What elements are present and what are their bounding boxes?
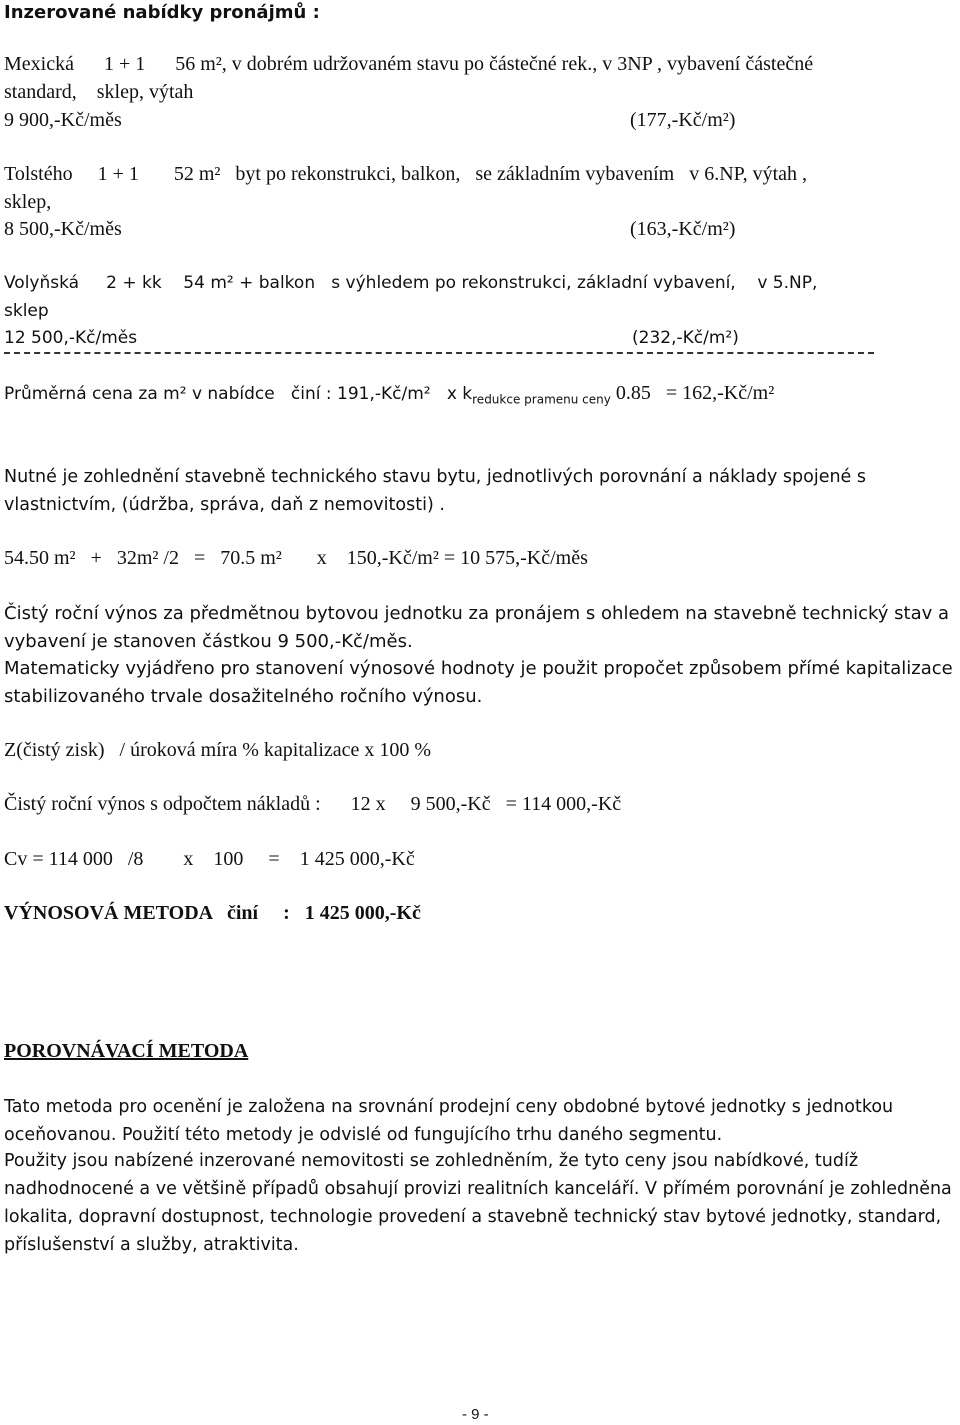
offer-1-price-per-m2: (177,-Kč/m²)	[630, 109, 736, 131]
comparison-paragraph-1: Tato metoda pro ocenění je založena na srovnání prodejní ceny obdobné bytové jednotky s jednotkou oceňovanou. Použití této metody je odvislé od fungujícího trhu daného segmentu.	[4, 1097, 894, 1145]
offer-2-line-2: sklep,	[4, 191, 52, 213]
average-price-value: 0.85 = 162,-Kč/m²	[610, 382, 775, 404]
net-income-paragraph: Čistý roční výnos za předmětnou bytovou jednotku za pronájem s ohledem na stavebně technický stav a vybavení je stanoven částkou 9 500,-Kč/měs.	[4, 603, 950, 652]
annual-income-calc: 12 x 9 500,-Kč = 114 000,-Kč	[350, 793, 622, 815]
dashed-divider	[4, 352, 874, 354]
note-paragraph: Nutné je zohlednění stavebně technického stavu bytu, jednotlivých porovnání a náklady spojené s vlastnictvím, (údržba, správa, daň z nemovitosti) .	[4, 467, 866, 515]
offer-3-line-1: Volyňská 2 + kk 54 m² + balkon s výhledem po rekonstrukci, základní vybavení, v 5.NP,	[4, 273, 818, 293]
offer-3-line-2: sklep	[4, 301, 49, 321]
offer-1-line-1: Mexická 1 + 1 56 m², v dobrém udržovaném stavu po částečné rek., v 3NP , vybavení částečné	[4, 53, 814, 75]
yield-method-label: VÝNOSOVÁ METODA činí	[4, 902, 259, 924]
cv-line: Cv = 114 000 /8 x 100 = 1 425 000,-Kč	[4, 848, 415, 870]
average-price-label: Průměrná cena za m² v nabídce činí : 191,-Kč/m² x k	[4, 384, 473, 404]
page-heading: Inzerované nabídky pronájmů :	[4, 2, 320, 23]
average-price-line	[4, 381, 774, 411]
annual-income-line	[4, 792, 621, 816]
yield-result-line	[4, 901, 421, 925]
offer-2-price: 8 500,-Kč/měs	[4, 218, 122, 240]
comparison-paragraph-2: Použity jsou nabízené inzerované nemovitosti se zohledněním, že tyto ceny jsou nabídkové, tudíž nadhodnocené a ve většině případů obsahují provizi realitních kanceláří. V přímém porovnání je zohledněna lokalita, dopravní dostupnost, technologie provedení a stavebně technický stav bytové jednotky, standard, příslušenství a služby, atraktivita.	[4, 1151, 952, 1255]
offer-1-price: 9 900,-Kč/měs	[4, 109, 122, 131]
annual-income-label: Čistý roční výnos s odpočtem nákladů :	[4, 793, 321, 815]
comparison-heading: POROVNÁVACÍ METODA	[4, 1040, 249, 1062]
offer-3-price: 12 500,-Kč/měs	[4, 328, 138, 348]
math-paragraph: Matematicky vyjádřeno pro stanovení výnosové hodnoty je použit propočet způsobem přímé kapitalizace stabilizovaného trvale dosažitelného ročního výnosu.	[4, 658, 953, 707]
offer-1-line-2: standard, sklep, výtah	[4, 81, 194, 103]
offer-3-price-per-m2: (232,-Kč/m²)	[632, 328, 739, 348]
average-price-subscript: redukce pramenu ceny	[472, 392, 611, 407]
page-number: - 9 -	[462, 1406, 489, 1423]
offer-2-line-1: Tolstého 1 + 1 52 m² byt po rekonstrukci, balkon, se základním vybavením v 6.NP, výtah ,	[4, 163, 807, 185]
yield-method-value: : 1 425 000,-Kč	[283, 902, 421, 924]
formula-line: Z(čistý zisk) / úroková míra % kapitalizace x 100 %	[4, 739, 432, 761]
offer-2-price-per-m2: (163,-Kč/m²)	[630, 218, 736, 240]
area-calculation-line: 54.50 m² + 32m² /2 = 70.5 m² x 150,-Kč/m² = 10 575,-Kč/měs	[4, 547, 588, 569]
